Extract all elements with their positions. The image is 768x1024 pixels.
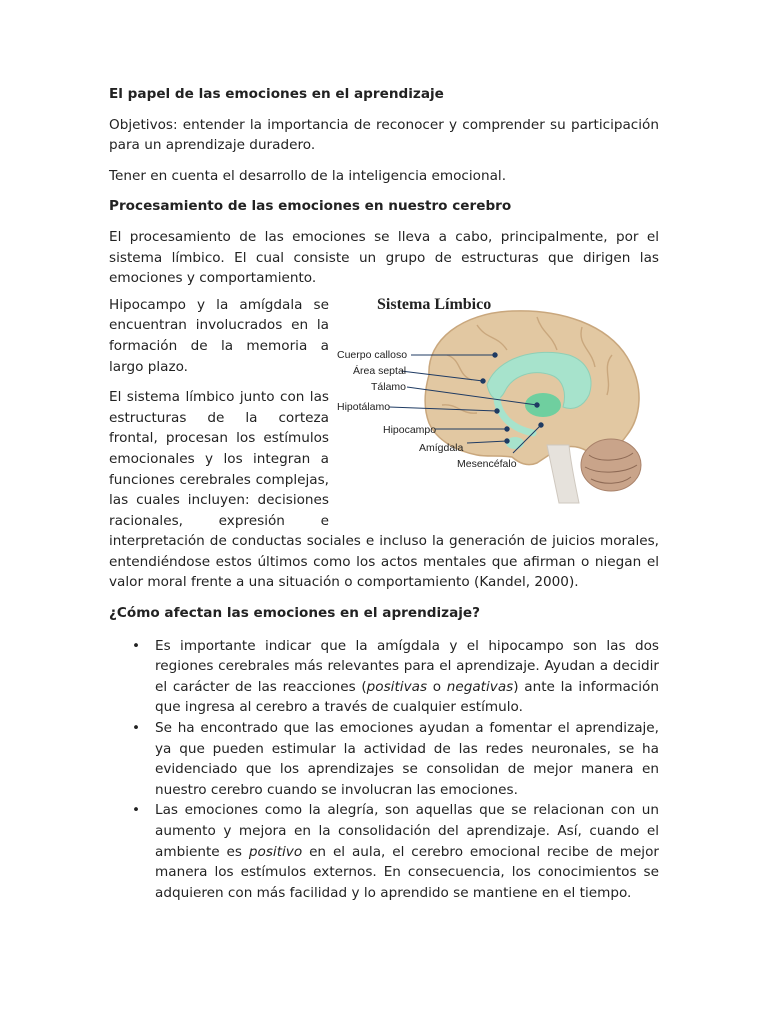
note-paragraph: Tener en cuenta el desarrollo de la inteligencia emocional. — [109, 167, 507, 184]
hippocampus-paragraph: Hipocampo y la amígdala se encuentran involucrados en la formación de la memoria a largo plazo. — [109, 296, 329, 375]
bullet-1-positivas: positivas — [366, 678, 428, 695]
learning-bullet-list — [109, 636, 659, 904]
limbic-system-figure — [337, 295, 659, 517]
label-cuerpo-calloso: Cuerpo calloso — [337, 348, 408, 361]
bullet-1-negativas: negativas — [446, 678, 514, 695]
label-amigdala: Amígdala — [419, 441, 464, 454]
bullet-3-text-b: en el aula, el cerebro emocional recibe de mejor manera los estímulos externos. En consecuencia, los conocimientos se adquieren con más facilidad y lo aprendido se mantiene en el tiempo. — [155, 843, 659, 901]
bullet-2-text: Se ha encontrado que las emociones ayudan a fomentar el aprendizaje, ya que pueden estimular la actividad de las redes neuronales, se ha evidenciado que los aprendizajes se consolidan de mejor manera en nuestro cerebro cuando se involucran las emociones. — [155, 720, 659, 798]
label-hipotalamo: Hipotálamo — [337, 400, 391, 413]
bullet-1-text-a: Es importante indicar que la amígdala y el hipocampo son las dos regiones cerebrales más relevantes para el aprendizaje. Ayudan a decidir el carácter de las reacciones ( — [155, 637, 659, 695]
limbic-intro-paragraph: El procesamiento de las emociones se lleva a cabo, principalmente, por el sistema límbico. El cual consiste un grupo de estructuras que dirigen las emociones y comportamiento. — [109, 228, 659, 287]
bullet-item-1 — [132, 636, 659, 718]
thalamus-shape — [525, 393, 561, 417]
limbic-system-paragraph: El sistema límbico junto con las estructuras de la corteza frontal, procesan los estímulos emocionales y los integran a funciones cerebrales complejas, las cuales incluyen: decisiones racionales, expresión e interpretación de conductas sociales e incluso la generación de juicios morales, entendiéndose estos últimos como los actos mentales que afirman o niegan el valor moral frente a una situación o comportamiento (Kandel, 2000). — [109, 389, 659, 591]
brain-stem-shape — [547, 445, 579, 503]
section-heading-processing: Procesamiento de las emociones en nuestro cerebro — [109, 198, 512, 215]
label-hipocampo: Hipocampo — [383, 423, 437, 436]
bullet-1-o: o — [427, 678, 447, 695]
bullet-dot: • — [132, 720, 141, 737]
bullet-item-3 — [132, 800, 659, 903]
section-heading-learning: ¿Cómo afectan las emociones en el aprendizaje? — [109, 605, 481, 622]
bullet-1-text-b: ) ante la información que ingresa al cerebro a través de cualquier estímulo. — [155, 678, 659, 716]
objectives-paragraph: Objetivos: entender la importancia de reconocer y comprender su participación para un aprendizaje duradero. — [109, 116, 659, 154]
label-talamo: Tálamo — [371, 380, 407, 393]
label-area-septal: Área septal — [353, 364, 407, 377]
figure-title: Sistema Límbico — [377, 295, 492, 313]
bullet-item-2 — [132, 718, 659, 800]
bullet-3-text-a: Las emociones como la alegría, son aquellas que se relacionan con un aumento y mejora en la consolidación del aprendizaje. Así, cuando el ambiente es — [155, 802, 659, 860]
limbic-system-diagram — [337, 295, 659, 517]
document-title: El papel de las emociones en el aprendizaje — [109, 86, 444, 102]
bullet-dot: • — [132, 637, 141, 654]
bullet-3-positivo: positivo — [248, 843, 303, 860]
bullet-dot: • — [132, 802, 141, 819]
label-mesencefalo: Mesencéfalo — [457, 457, 517, 470]
